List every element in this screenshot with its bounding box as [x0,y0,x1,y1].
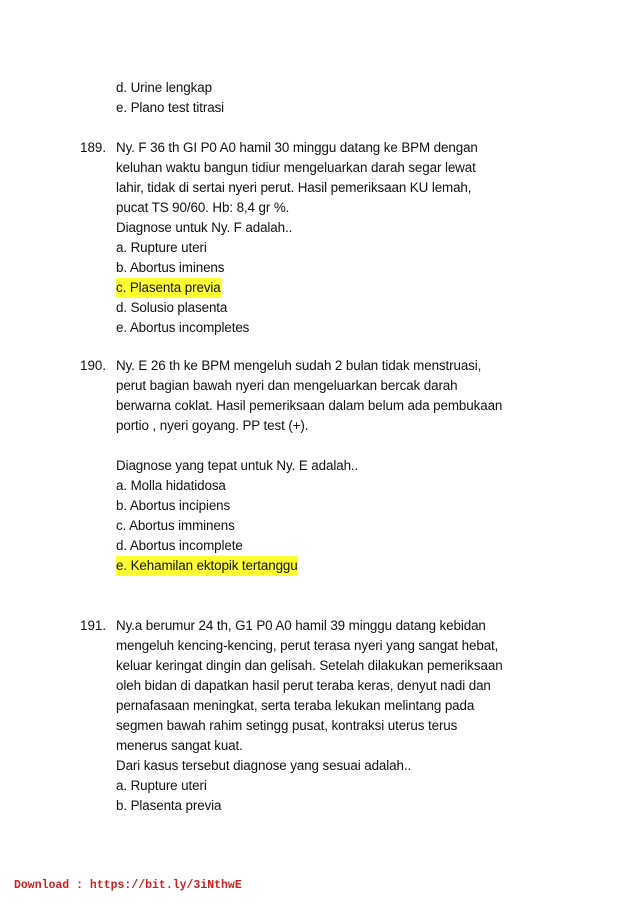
q190-number: 190. [80,358,107,373]
q191-question: Dari kasus tersebut diagnose yang sesuai adalah.. [116,758,412,773]
q189-option-c-answer: c. Plasenta previa [116,278,221,298]
q188-option-e: e. Plano test titrasi [116,100,225,115]
q189-number: 189. [80,140,107,155]
q190-option-c: c. Abortus imminens [116,518,235,533]
q190-option-b: b. Abortus incipiens [116,498,231,513]
q190-line-2: perut bagian bawah nyeri dan mengeluarkan bercak darah [116,378,458,393]
q191-line-5: pernafasaan meningkat, serta teraba lekukan melintang pada [116,698,475,713]
q191-number: 191. [80,618,107,633]
q191-option-a: a. Rupture uteri [116,778,207,793]
q191-option-b: b. Plasenta previa [116,798,222,813]
q189-option-e: e. Abortus incompletes [116,320,250,335]
q189-line-2: keluhan waktu bangun tidiur mengeluarkan darah segar lewat [116,160,476,175]
q190-option-a: a. Molla hidatidosa [116,478,226,493]
q191-line-1: Ny.a berumur 24 th, G1 P0 A0 hamil 39 minggu datang kebidan [116,618,486,633]
q189-line-4: pucat TS 90/60. Hb: 8,4 gr %. [116,200,290,215]
q190-option-e-answer: e. Kehamilan ektopik tertanggu [116,556,298,576]
q190-question: Diagnose yang tepat untuk Ny. E adalah.. [116,458,359,473]
q189-question: Diagnose untuk Ny. F adalah.. [116,220,293,235]
q191-line-7: menerus sangat kuat. [116,738,243,753]
q191-line-2: mengeluh kencing-kencing, perut terasa nyeri yang sangat hebat, [116,638,499,653]
download-link[interactable]: Download : https://bit.ly/3iNthwE [14,879,242,892]
q189-line-3: lahir, tidak di sertai nyeri perut. Hasil pemeriksaan KU lemah, [116,180,472,195]
q191-line-3: keluar keringat dingin dan gelisah. Setelah dilakukan pemeriksaan [116,658,503,673]
q189-option-b: b. Abortus iminens [116,260,225,275]
q190-line-3: berwarna coklat. Hasil pemeriksaan dalam belum ada pembukaan [116,398,503,413]
q189-option-a: a. Rupture uteri [116,240,207,255]
q189-line-1: Ny. F 36 th GI P0 A0 hamil 30 minggu datang ke BPM dengan [116,140,478,155]
q190-option-d: d. Abortus incomplete [116,538,243,553]
q191-line-4: oleh bidan di dapatkan hasil perut teraba keras, denyut nadi dan [116,678,491,693]
q191-line-6: segmen bawah rahim setingg pusat, kontraksi uterus terus [116,718,458,733]
q188-option-d: d. Urine lengkap [116,80,212,95]
q190-line-1: Ny. E 26 th ke BPM mengeluh sudah 2 bulan tidak menstruasi, [116,358,482,373]
q189-option-d: d. Solusio plasenta [116,300,228,315]
q190-line-4: portio , nyeri goyang. PP test (+). [116,418,309,433]
